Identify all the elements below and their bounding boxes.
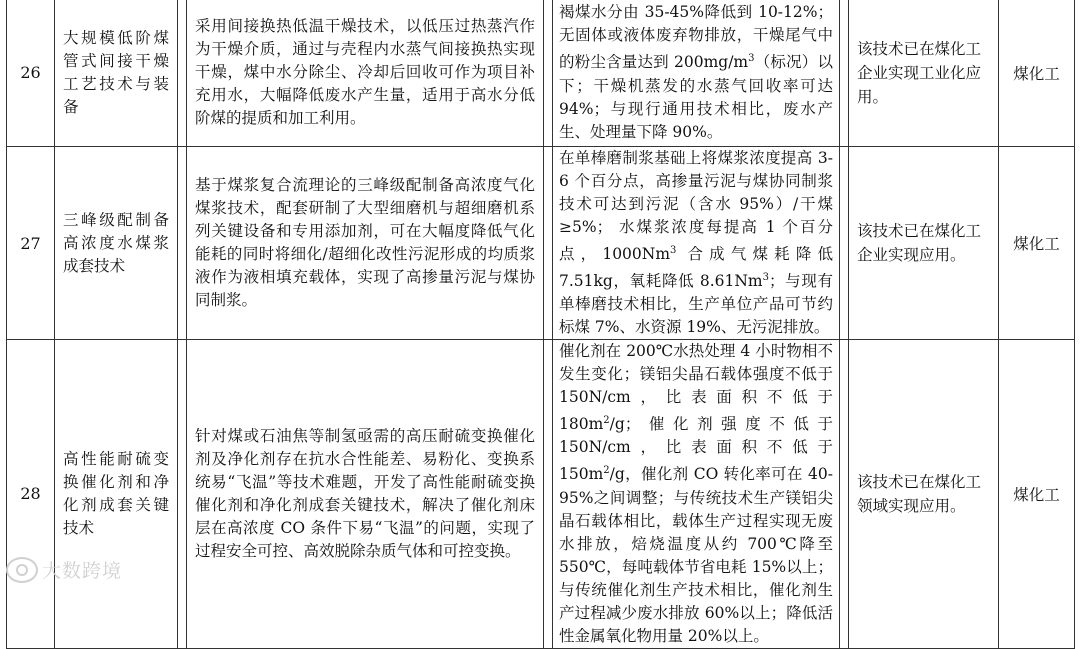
watermark bbox=[6, 556, 122, 583]
industry-field: 煤化工 bbox=[999, 0, 1075, 147]
column-divider bbox=[840, 340, 849, 648]
application-status: 该技术已在煤化工领域实现应用。 bbox=[849, 340, 999, 648]
superscript: 3 bbox=[762, 272, 770, 284]
technology-effect bbox=[553, 340, 840, 648]
superscript: 2 bbox=[603, 415, 610, 427]
superscript: 3 bbox=[670, 245, 677, 256]
table-row bbox=[7, 147, 1075, 340]
industry-field: 煤化工 bbox=[999, 147, 1075, 340]
effect-text: 褐煤水分由 35-45%降低到 10-12%；无固体或液体废弃物排放，干燥尾气中的粉尘含量达到 200mg/m bbox=[559, 3, 833, 72]
column-divider bbox=[544, 0, 553, 147]
column-divider bbox=[178, 0, 187, 147]
superscript: 2 bbox=[603, 465, 610, 477]
technology-content: 基于煤浆复合流理论的三峰级配制备高浓度气化煤浆技术，配套研制了大型细磨机与超细磨机系列关键设备和专用添加剂，可在大幅度降低气化能耗的同时将细化/超细化改性污泥形成的均质浆液作为液相填充载体，实现了高掺量污泥与煤协同制浆。 bbox=[187, 147, 544, 340]
column-divider bbox=[178, 147, 187, 340]
effect-text: 在单棒磨制浆基础上将煤浆浓度提高 3-6 个百分点，高掺量污泥与煤协同制浆技术可达到污泥（含水 95%）/干煤≥5%； 水煤浆浓度每提高 1 个百分点，1000Nm bbox=[559, 149, 833, 264]
technology-content: 针对煤或石油焦等制氢亟需的高压耐硫变换催化剂及净化剂存在抗水合性能差、易粉化、变换系统易“飞温”等技术难题，开发了高性能耐硫变换催化剂和净化剂成套关键技术，解决了催化剂床层在高浓度 CO 条件下易“飞温”的问题，实现了过程安全可控、高效脱除杂质气体和可控变换。 bbox=[187, 340, 544, 648]
row-number: 26 bbox=[7, 0, 55, 147]
watermark-logo-icon bbox=[6, 557, 38, 583]
table-row bbox=[7, 0, 1075, 147]
effect-text: 合成气煤耗降低 7.51kg，氧耗降低 8.61Nm bbox=[559, 245, 833, 291]
effect-text: /g；催化剂强度不低于 150N/cm，比表面积不低于 150m bbox=[559, 415, 833, 484]
table-row bbox=[7, 340, 1075, 648]
row-number: 27 bbox=[7, 147, 55, 340]
technology-content: 采用间接换热低温干燥技术，以低压过热蒸汽作为干燥介质，通过与壳程内水蒸气间接换热实现干燥，煤中水分除尘、冷却后回收可作为项目补充用水，大幅降低废水产生量，适用于高水分低阶煤的提质和加工利用。 bbox=[187, 0, 544, 147]
effect-text: （标况）以下；干燥机蒸发的水蒸气回收率可达 94%；与现行通用技术相比，废水产生、处理量下降 90%。 bbox=[559, 53, 833, 141]
effect-text: ；与现有单棒磨技术相比，生产单位产品可节约标煤 7%、水资源 19%、无污泥排放。 bbox=[559, 272, 833, 337]
effect-text: 催化剂在 200℃水热处理 4 小时物相不发生变化；镁铝尖晶石载体强度不低于 150N/cm，比表面积不低于 180m bbox=[559, 342, 833, 434]
technology-name: 大规模低阶煤管式间接干燥工艺技术与装备 bbox=[55, 0, 178, 147]
application-status: 该技术已在煤化工企业实现应用。 bbox=[849, 147, 999, 340]
technology-table bbox=[6, 0, 1075, 649]
effect-text: /g，催化剂 CO 转化率可在 40-95%之间调整；与传统技术生产镁铝尖晶石载体相比，载体生产过程实现无废水排放，焙烧温度从约 700℃降至 550℃，每吨载体节省电耗 15%以上；与传统催化剂生产技术相比，催化剂生产过程减少废水排放 60%以上；降低活性金属氧化物用量 20%以上。 bbox=[559, 465, 833, 645]
row-number: 28 bbox=[7, 340, 55, 648]
application-status: 该技术已在煤化工企业实现工业化应用。 bbox=[849, 0, 999, 147]
technology-name: 高性能耐硫变换催化剂和净化剂成套关键技术 bbox=[55, 340, 178, 648]
column-divider bbox=[840, 147, 849, 340]
industry-field: 煤化工 bbox=[999, 340, 1075, 648]
column-divider bbox=[544, 340, 553, 648]
technology-effect bbox=[553, 0, 840, 147]
technology-name: 三峰级配制备高浓度水煤浆成套技术 bbox=[55, 147, 178, 340]
column-divider bbox=[544, 147, 553, 340]
column-divider bbox=[840, 0, 849, 147]
column-divider bbox=[178, 340, 187, 648]
superscript: 3 bbox=[748, 53, 755, 65]
technology-effect bbox=[553, 147, 840, 340]
watermark-text: 大数跨境 bbox=[42, 560, 123, 582]
